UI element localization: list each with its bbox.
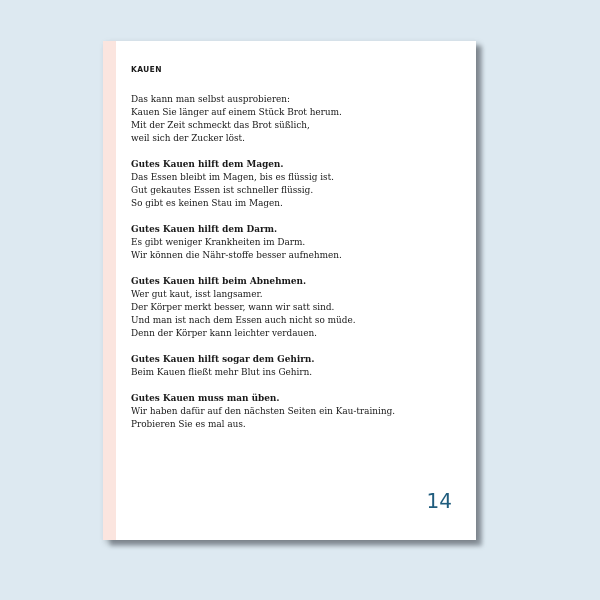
section-brain xyxy=(131,354,461,380)
text-line: Beim Kauen fließt mehr Blut ins Gehirn. xyxy=(131,368,313,378)
text-line: Denn der Körper kann leichter verdauen. xyxy=(131,329,317,339)
text-line: weil sich der Zucker löst. xyxy=(131,134,245,144)
section-label: KAUEN xyxy=(131,65,162,74)
page-edge-stripe xyxy=(103,41,116,540)
text-line: Probieren Sie es mal aus. xyxy=(131,420,246,430)
section-heading: Gutes Kauen hilft sogar dem Gehirn. xyxy=(131,355,315,365)
page-content xyxy=(131,94,461,445)
text-line: Wir haben dafür auf den nächsten Seiten ein Kau-training. xyxy=(131,407,396,417)
text-line: Wir können die Nähr-stoffe besser aufnehmen. xyxy=(131,251,342,261)
text-line: Das kann man selbst ausprobieren: xyxy=(131,95,291,105)
section-stomach xyxy=(131,159,461,211)
text-line: Wer gut kaut, isst langsamer. xyxy=(131,290,263,300)
text-line: Mit der Zeit schmeckt das Brot süßlich, xyxy=(131,121,310,131)
page-number: 14 xyxy=(426,489,452,513)
text-line: Das Essen bleibt im Magen, bis es flüssig ist. xyxy=(131,173,334,183)
text-line: Und man ist nach dem Essen auch nicht so müde. xyxy=(131,316,356,326)
text-line: Kauen Sie länger auf einem Stück Brot herum. xyxy=(131,108,342,118)
section-heading: Gutes Kauen hilft beim Abnehmen. xyxy=(131,277,307,287)
section-practice xyxy=(131,393,461,432)
text-line: Der Körper merkt besser, wann wir satt sind. xyxy=(131,303,335,313)
section-intestine xyxy=(131,224,461,263)
text-line: Gut gekautes Essen ist schneller flüssig. xyxy=(131,186,314,196)
text-line: So gibt es keinen Stau im Magen. xyxy=(131,199,283,209)
section-heading: Gutes Kauen muss man üben. xyxy=(131,394,280,404)
text-line: Es gibt weniger Krankheiten im Darm. xyxy=(131,238,306,248)
document-page xyxy=(103,41,476,540)
section-heading: Gutes Kauen hilft dem Darm. xyxy=(131,225,278,235)
intro-paragraph xyxy=(131,94,461,146)
section-heading: Gutes Kauen hilft dem Magen. xyxy=(131,160,284,170)
section-weight-loss xyxy=(131,276,461,341)
